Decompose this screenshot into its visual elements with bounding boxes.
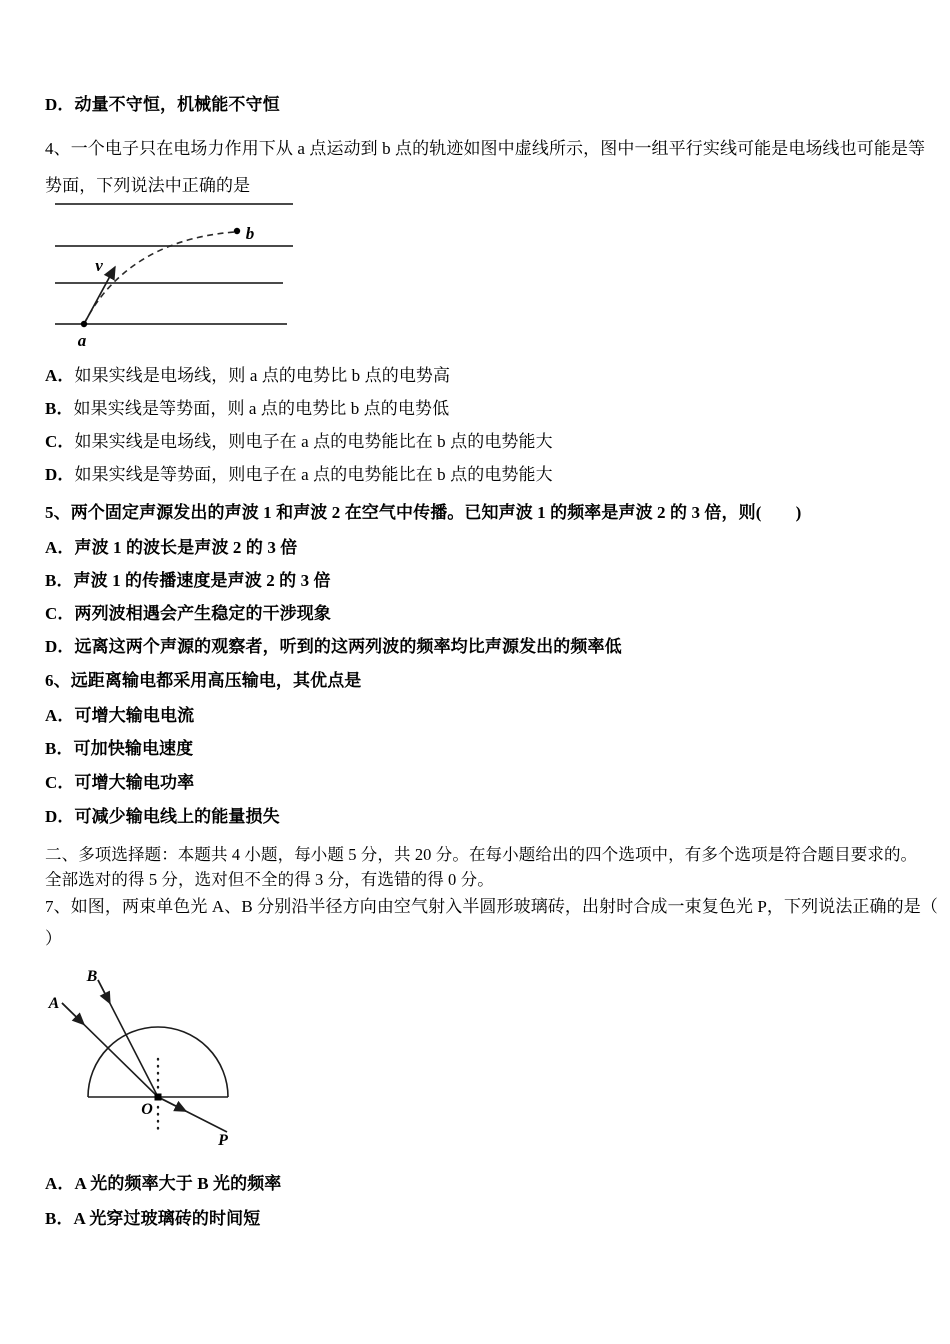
ray-a-label: A bbox=[48, 995, 60, 1012]
option-text: 如果实线是电场线，则 a 点的电势比 b 点的电势高 bbox=[74, 366, 451, 385]
question-7-option-b bbox=[45, 1202, 914, 1235]
question-7-stem-line-2: ） bbox=[45, 929, 63, 948]
ray-p-arrowhead bbox=[158, 1097, 186, 1111]
point-o-label: O bbox=[141, 1101, 153, 1118]
question-5-stem: 5、两个固定声源发出的声波 1 和声波 2 在空气中传播。已知声波 1 的频率是声波 2 的 3 倍，则( ) bbox=[45, 503, 802, 522]
question-6-option-d bbox=[45, 800, 914, 833]
ray-a-arrowhead bbox=[62, 1003, 84, 1025]
question-6-option-a bbox=[45, 699, 914, 732]
point-o-marker bbox=[155, 1094, 162, 1101]
option-text: 可减少输电线上的能量损失 bbox=[74, 807, 280, 826]
question-4-option-b bbox=[45, 392, 914, 425]
option-label: C． bbox=[45, 432, 75, 451]
option-text: 声波 1 的波长是声波 2 的 3 倍 bbox=[74, 538, 298, 557]
option-text: 如果实线是电场线，则电子在 a 点的电势能比在 b 点的电势能大 bbox=[74, 432, 553, 451]
option-label: A． bbox=[45, 1174, 75, 1193]
velocity-arrow bbox=[84, 267, 115, 324]
section-2-heading-line-1: 二、多项选择题：本题共 4 小题，每小题 5 分，共 20 分。在每小题给出的四个选项中，有多个选项是符合题目要求的。 bbox=[45, 845, 918, 864]
velocity-label: v bbox=[95, 256, 103, 275]
question-5-option-c bbox=[45, 597, 914, 630]
option-label: C． bbox=[45, 604, 75, 623]
option-label: C． bbox=[45, 773, 75, 792]
question-6-stem: 6、远距离输电都采用高压输电，其优点是 bbox=[45, 671, 362, 690]
field-lines-figure bbox=[45, 200, 305, 350]
page-content bbox=[0, 88, 950, 1235]
point-a-dot bbox=[81, 321, 87, 327]
option-label: A． bbox=[45, 706, 75, 725]
option-label: D． bbox=[45, 465, 75, 484]
question-4-figure bbox=[45, 200, 914, 350]
question-4-stem-line-2: 势面，下列说法中正确的是 bbox=[45, 176, 251, 195]
option-text: 可增大输电功率 bbox=[74, 773, 195, 792]
prev-question-option-d: D．动量不守恒，机械能不守恒 bbox=[45, 95, 280, 114]
ray-b-label: B bbox=[86, 968, 98, 985]
option-text: 可加快输电速度 bbox=[73, 739, 194, 758]
option-label: D． bbox=[45, 807, 75, 826]
option-text: 声波 1 的传播速度是声波 2 的 3 倍 bbox=[73, 571, 331, 590]
point-b-label: b bbox=[245, 224, 255, 243]
option-label: A． bbox=[45, 538, 75, 557]
question-4-option-d bbox=[45, 458, 914, 491]
question-7-stem-line-1: 7、如图，两束单色光 A、B 分别沿半径方向由空气射入半圆形玻璃砖，出射时合成一束复色光 P，下列说法正确的是（ bbox=[45, 897, 938, 916]
option-text: A 光的频率大于 B 光的频率 bbox=[74, 1174, 282, 1193]
question-4-option-c bbox=[45, 425, 914, 458]
option-text: 远离这两个声源的观察者，听到的这两列波的频率均比声源发出的频率低 bbox=[74, 637, 622, 656]
glass-brick-figure bbox=[30, 955, 260, 1165]
option-label: B． bbox=[45, 739, 74, 758]
section-2-heading-line-2: 全部选对的得 5 分，选对但不全的得 3 分，有选错的得 0 分。 bbox=[45, 870, 494, 889]
option-text: A 光穿过玻璃砖的时间短 bbox=[73, 1209, 261, 1228]
question-7-option-a bbox=[45, 1167, 914, 1200]
equipotential-lines bbox=[55, 204, 293, 324]
question-6-option-c bbox=[45, 766, 914, 799]
question-6-option-b bbox=[45, 732, 914, 765]
option-label: A． bbox=[45, 366, 75, 385]
option-label: B． bbox=[45, 571, 74, 590]
point-a-label: a bbox=[77, 331, 87, 350]
question-4-option-a bbox=[45, 359, 914, 392]
option-text: 两列波相遇会产生稳定的干涉现象 bbox=[74, 604, 331, 623]
ray-p-label: P bbox=[218, 1132, 228, 1149]
question-5-option-a bbox=[45, 531, 914, 564]
option-text: 可增大输电电流 bbox=[74, 706, 195, 725]
option-text: 如果实线是等势面，则电子在 a 点的电势能比在 b 点的电势能大 bbox=[74, 465, 553, 484]
question-4-stem-line-1: 4、一个电子只在电场力作用下从 a 点运动到 b 点的轨迹如图中虚线所示，图中一组平行实线可能是电场线也可能是等 bbox=[45, 139, 926, 158]
option-label: B． bbox=[45, 1209, 74, 1228]
option-text: 如果实线是等势面，则 a 点的电势比 b 点的电势低 bbox=[73, 399, 450, 418]
ray-b-arrowhead bbox=[98, 980, 110, 1003]
option-label: D． bbox=[45, 637, 75, 656]
question-7-figure bbox=[30, 955, 914, 1165]
question-5-option-b bbox=[45, 564, 914, 597]
point-b-dot bbox=[234, 228, 240, 234]
question-5-option-d bbox=[45, 630, 914, 663]
option-label: B． bbox=[45, 399, 74, 418]
